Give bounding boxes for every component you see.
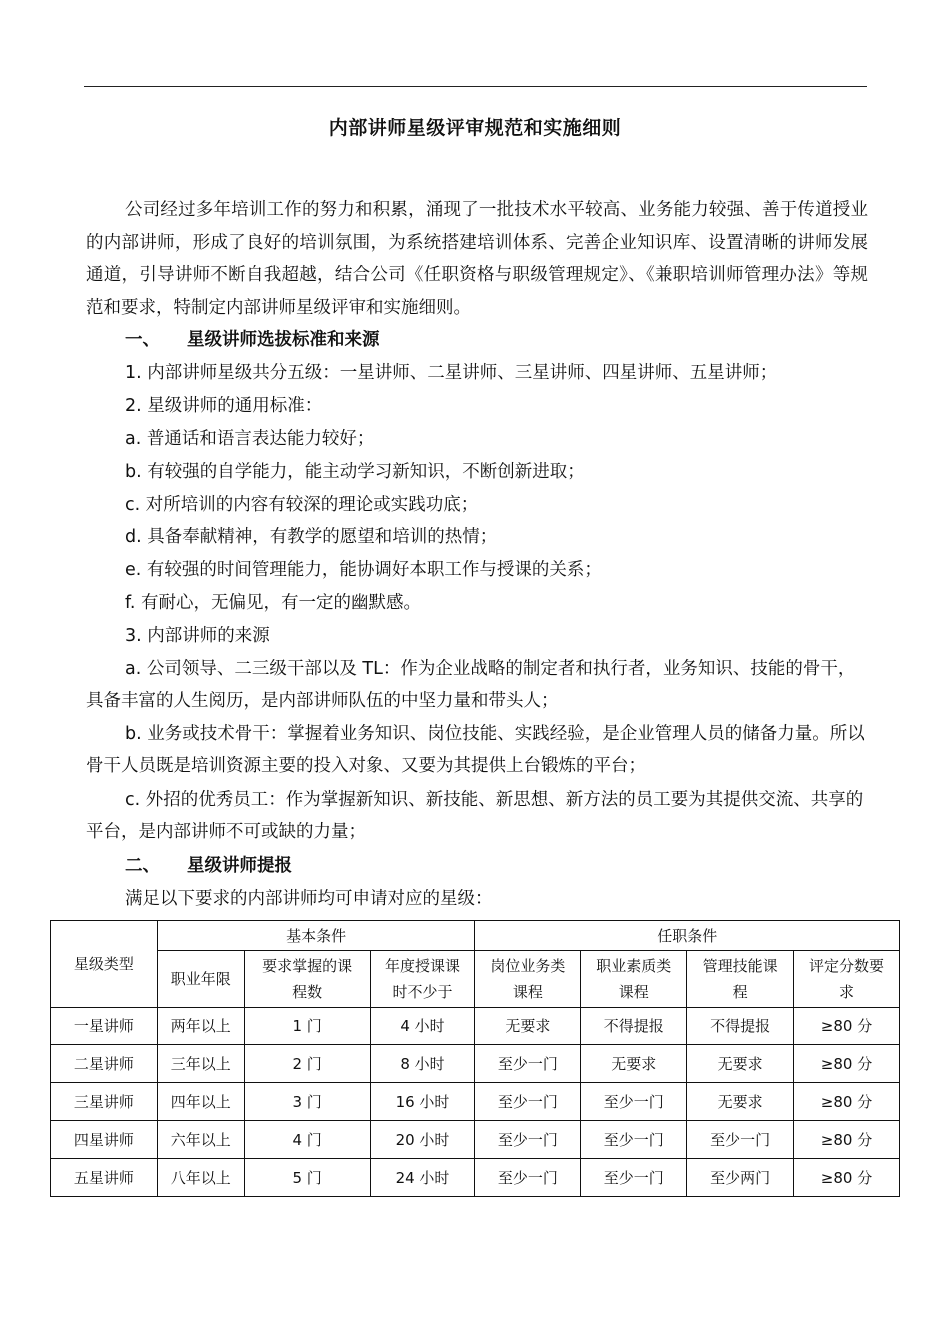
- section-title: 星级讲师选拔标准和来源: [187, 330, 380, 350]
- list-item-1: 1. 内部讲师星级共分五级：一星讲师、二星讲师、三星讲师、四星讲师、五星讲师；: [125, 363, 778, 383]
- cell-years: 四年以上: [157, 1083, 244, 1121]
- cell-hours: 4 小时: [370, 1008, 475, 1045]
- table-column-header-row: [51, 951, 900, 1008]
- cell-hours: 16 小时: [370, 1083, 475, 1121]
- cell-management-courses: 不得提报: [687, 1008, 794, 1045]
- header-courses: 要求掌握的课 程数: [244, 951, 370, 1008]
- cell-courses: 3 门: [244, 1083, 370, 1121]
- table-row: [51, 1159, 900, 1197]
- cell-quality-courses: 至少一门: [581, 1159, 687, 1197]
- cell-post-courses: 至少一门: [475, 1083, 581, 1121]
- header-quality-courses: 职业素质类 课程: [581, 951, 687, 1008]
- section-heading-2: [125, 850, 868, 882]
- document-title: 内部讲师星级评审规范和实施细则: [328, 117, 622, 139]
- cell-courses: 1 门: [244, 1008, 370, 1045]
- standard-f: f. 有耐心，无偏见，有一定的幽默感。: [125, 593, 422, 613]
- list-item-3: 3. 内部讲师的来源: [125, 626, 270, 646]
- cell-management-courses: 至少一门: [687, 1121, 794, 1159]
- cell-score: ≥80 分: [794, 1008, 900, 1045]
- cell-years: 六年以上: [157, 1121, 244, 1159]
- header-years: 职业年限: [157, 951, 244, 1008]
- cell-star-type: 五星讲师: [51, 1159, 158, 1197]
- header-job-conditions: 任职条件: [475, 921, 900, 951]
- cell-post-courses: 至少一门: [475, 1121, 581, 1159]
- cell-star-type: 三星讲师: [51, 1083, 158, 1121]
- cell-hours: 20 小时: [370, 1121, 475, 1159]
- cell-quality-courses: 不得提报: [581, 1008, 687, 1045]
- cell-years: 八年以上: [157, 1159, 244, 1197]
- table-group-header-row: [51, 921, 900, 951]
- cell-score: ≥80 分: [794, 1083, 900, 1121]
- header-hours: 年度授课课 时不少于: [370, 951, 475, 1008]
- cell-star-type: 四星讲师: [51, 1121, 158, 1159]
- cell-score: ≥80 分: [794, 1159, 900, 1197]
- table-row: [51, 1121, 900, 1159]
- section-number: 二、: [125, 856, 160, 876]
- table-row: [51, 1045, 900, 1083]
- header-star-type: 星级类型: [51, 921, 158, 1008]
- standard-b: b. 有较强的自学能力，能主动学习新知识，不断创新进取；: [125, 462, 585, 482]
- cell-hours: 8 小时: [370, 1045, 475, 1083]
- header-management-courses: 管理技能课 程: [687, 951, 794, 1008]
- header-basic-conditions: 基本条件: [157, 921, 475, 951]
- standard-c: c. 对所培训的内容有较深的理论或实践功底；: [125, 495, 479, 515]
- list-item-2: 2. 星级讲师的通用标准：: [125, 396, 323, 416]
- cell-score: ≥80 分: [794, 1045, 900, 1083]
- cell-quality-courses: 至少一门: [581, 1083, 687, 1121]
- cell-quality-courses: 无要求: [581, 1045, 687, 1083]
- cell-management-courses: 无要求: [687, 1083, 794, 1121]
- cell-quality-courses: 至少一门: [581, 1121, 687, 1159]
- cell-hours: 24 小时: [370, 1159, 475, 1197]
- header-score: 评定分数要 求: [794, 951, 900, 1008]
- standard-e: e. 有较强的时间管理能力，能协调好本职工作与授课的关系；: [125, 560, 602, 580]
- cell-star-type: 一星讲师: [51, 1008, 158, 1045]
- section-heading-1: [125, 324, 868, 356]
- cell-courses: 2 门: [244, 1045, 370, 1083]
- table-row: [51, 1083, 900, 1121]
- cell-courses: 5 门: [244, 1159, 370, 1197]
- cell-management-courses: 无要求: [687, 1045, 794, 1083]
- cell-post-courses: 至少一门: [475, 1045, 581, 1083]
- star-level-table: [50, 920, 900, 1197]
- standard-a: a. 普通话和语言表达能力较好；: [125, 429, 375, 449]
- cell-score: ≥80 分: [794, 1121, 900, 1159]
- cell-courses: 4 门: [244, 1121, 370, 1159]
- source-c: c. 外招的优秀员工：作为掌握新知识、新技能、新思想、新方法的员工要为其提供交流、共享的平台，是内部讲师不可或缺的力量；: [86, 790, 864, 842]
- section-number: 一、: [125, 330, 160, 350]
- section-title: 星级讲师提报: [187, 856, 292, 876]
- intro-paragraph: 公司经过多年培训工作的努力和积累，涌现了一批技术水平较高、业务能力较强、善于传道授业的内部讲师，形成了良好的培训氛围，为系统搭建培训体系、完善企业知识库、设置清晰的讲师发展通道，引导讲师不断自我超越，结合公司《任职资格与职级管理规定》、《兼职培训师管理办法》等规范和要求，特制定内部讲师星级评审和实施细则。: [86, 200, 868, 318]
- cell-years: 两年以上: [157, 1008, 244, 1045]
- cell-management-courses: 至少两门: [687, 1159, 794, 1197]
- table-row: [51, 1008, 900, 1045]
- requirement-intro: 满足以下要求的内部讲师均可申请对应的星级：: [125, 889, 493, 909]
- header-post-courses: 岗位业务类 课程: [475, 951, 581, 1008]
- cell-years: 三年以上: [157, 1045, 244, 1083]
- source-a: a. 公司领导、二三级干部以及 TL：作为企业战略的制定者和执行者，业务知识、技能的骨干，具备丰富的人生阅历，是内部讲师队伍的中坚力量和带头人；: [86, 659, 856, 711]
- cell-star-type: 二星讲师: [51, 1045, 158, 1083]
- header-rule: [84, 86, 867, 87]
- cell-post-courses: 无要求: [475, 1008, 581, 1045]
- source-b: b. 业务或技术骨干：掌握着业务知识、岗位技能、实践经验，是企业管理人员的储备力量。所以骨干人员既是培训资源主要的投入对象、又要为其提供上台锻炼的平台；: [86, 724, 865, 776]
- standard-d: d. 具备奉献精神，有教学的愿望和培训的热情；: [125, 527, 498, 547]
- cell-post-courses: 至少一门: [475, 1159, 581, 1197]
